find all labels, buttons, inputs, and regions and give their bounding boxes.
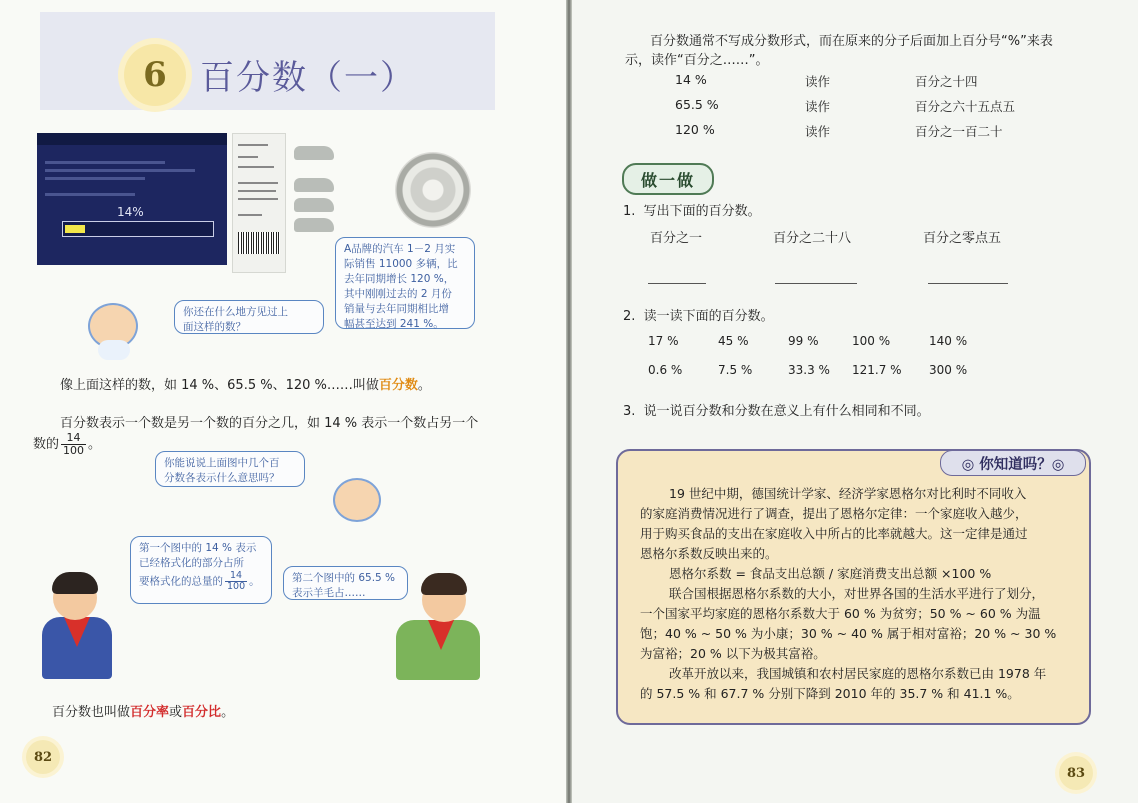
bubble-line: 你能说说上面图中几个百	[164, 457, 280, 469]
angel-wings	[98, 340, 130, 360]
car-wheel-photo	[395, 152, 471, 228]
intro-line2: 示，读作“百分之……”。	[625, 53, 769, 68]
fraction-numerator: 14	[225, 571, 247, 582]
car-sales-bubble	[335, 237, 475, 329]
cars-photo	[290, 140, 340, 250]
chapter-title: 百分数（一）	[200, 58, 416, 98]
progress-bar	[62, 221, 214, 237]
bubble-line: A品牌的汽车 1－2 月实	[344, 243, 456, 255]
know-line: 一个国家平均家庭的恩格尔系数大于 60 % 为贫穷；50 % ~ 60 % 为温	[640, 606, 1041, 621]
fraction	[61, 432, 86, 457]
bubble-line: 已经格式化的部分占所	[139, 557, 244, 569]
reading-words: 百分之一百二十	[915, 124, 1003, 139]
percent-value: 300 %	[929, 363, 968, 377]
practice-heading: 做一做	[622, 163, 714, 195]
percent-value: 17 %	[648, 334, 679, 348]
chapter-number: 6	[124, 44, 186, 106]
barcode-icon	[238, 232, 280, 254]
definition-text: 像上面这样的数，如 14 %、65.5 %、120 %……叫做	[60, 378, 379, 393]
bubble-text: 。	[249, 575, 260, 588]
q1-item: 百分之一	[650, 231, 703, 246]
bubble-line: 表示羊毛占……	[292, 587, 366, 599]
know-line: 用于购买食品的支出在家庭收入中所占的比率就越大。这一定律是通过	[640, 526, 1028, 541]
percent-value: 45 %	[718, 334, 749, 348]
engel-formula: 恩格尔系数 = 食品支出总额 / 家庭消费支出总额 ×100 %	[669, 566, 992, 581]
reading-row	[675, 97, 1035, 122]
bubble-line: 第二个图中的 65.5 %	[292, 572, 396, 584]
percent-meaning-line2	[33, 432, 101, 457]
fraction-denominator: 100	[63, 444, 85, 457]
percent-row-2	[648, 363, 1008, 383]
know-line: 19 世纪中期，德国统计学家、经济学家恩格尔对比利时不同收入	[669, 486, 1027, 501]
boy1-hair	[52, 572, 98, 594]
question-1	[623, 202, 761, 222]
reading-number: 14 %	[675, 72, 707, 87]
meaning-suffix: 。	[88, 437, 102, 452]
bubble-line: 其中刚刚过去的 2 月份	[344, 288, 452, 300]
bubble-line: 第一个图中的 14 % 表示	[139, 542, 257, 554]
bubble-line: 你还在什么地方见过上	[183, 306, 288, 318]
reading-verb: 读作	[805, 124, 831, 139]
angel-question-bubble	[174, 300, 324, 334]
percent-row-1	[648, 334, 1008, 354]
fraction-numerator: 14	[61, 432, 86, 445]
bubble-line: 销量与去年同期相比增	[344, 303, 449, 315]
know-line: 饱；40 % ~ 50 % 为小康；30 % ~ 40 % 属于相对富裕；20 % ~ 30 %	[640, 626, 1057, 641]
answer-blank[interactable]	[775, 283, 857, 284]
term-percent: 百分数	[378, 378, 418, 393]
bubble-line: 际销售 11000 多辆，比	[344, 258, 458, 270]
percent-value: 100 %	[852, 334, 891, 348]
percent-value: 7.5 %	[718, 363, 753, 377]
percent-alias	[52, 703, 234, 723]
left-page	[0, 0, 566, 803]
meaning-prefix: 数的	[33, 437, 60, 452]
book-spine	[566, 0, 572, 803]
know-line: 恩格尔系数反映出来的。	[640, 546, 778, 561]
reading-row	[675, 122, 1035, 147]
term-percent-ratio: 百分比	[182, 705, 222, 720]
percent-meaning-line1: 百分数表示一个数是另一个数的百分之几，如 14 % 表示一个数占另一个	[60, 416, 479, 431]
percent-value: 121.7 %	[852, 363, 902, 377]
did-you-know-title: ◎ 你知道吗？◎	[940, 450, 1086, 476]
format-progress-photo	[37, 133, 227, 265]
answer-blank[interactable]	[648, 283, 706, 284]
know-line: 的 57.5 % 和 67.7 % 分别下降到 2010 年的 35.7 % 和 41.1 %。	[640, 686, 1020, 701]
answer-blank[interactable]	[928, 283, 1008, 284]
bubble-line: 面这样的数？	[183, 321, 246, 333]
percent-value: 99 %	[788, 334, 819, 348]
reading-verb: 读作	[805, 99, 831, 114]
boy2-hair	[421, 573, 467, 595]
angel2-question-bubble	[155, 451, 305, 487]
question-text: 说一说百分数和分数在意义上有什么相同和不同。	[643, 404, 930, 419]
page-number-left: 82	[26, 740, 60, 774]
question-text: 读一读下面的百分数。	[643, 309, 774, 324]
bubble-text: 要格式化的总量的	[139, 575, 223, 588]
percent-value: 33.3 %	[788, 363, 830, 377]
screen-percent: 14%	[117, 205, 144, 219]
term-percent-rate: 百分率	[130, 705, 170, 720]
know-line: 的家庭消费情况进行了调查，提出了恩格尔定律：一个家庭收入越少，	[640, 506, 1028, 521]
bubble-line: 去年同期增长 120 %，	[344, 273, 455, 285]
page-number-right: 83	[1059, 756, 1093, 790]
reading-words: 百分之六十五点五	[915, 99, 1016, 114]
reading-examples	[675, 72, 1035, 147]
question-number: 2.	[623, 309, 636, 324]
alias-text: 或	[169, 705, 183, 720]
percent-definition	[60, 376, 431, 396]
question-3	[623, 402, 930, 422]
fraction-denominator: 100	[227, 581, 246, 592]
percent-value: 140 %	[929, 334, 968, 348]
bubble-line	[139, 571, 263, 592]
know-line: 联合国根据恩格尔系数的大小，对世界各国的生活水平进行了划分，	[669, 586, 1045, 601]
q1-item: 百分之零点五	[923, 231, 1002, 246]
reading-verb: 读作	[805, 74, 831, 89]
question-number: 3.	[623, 404, 636, 419]
know-line: 改革开放以来，我国城镇和农村居民家庭的恩格尔系数已由 1978 年	[669, 666, 1047, 681]
intro-line1: 百分数通常不写成分数形式，而在原来的分子后面加上百分号“%”来表	[650, 34, 1053, 49]
reading-words: 百分之十四	[915, 74, 978, 89]
boy1-explanation-bubble	[130, 536, 272, 604]
know-line: 为富裕；20 % 以下为极其富裕。	[640, 646, 826, 661]
reading-number: 65.5 %	[675, 97, 719, 112]
boy2-explanation-bubble	[283, 566, 408, 600]
q1-item: 百分之二十八	[773, 231, 852, 246]
reading-number: 120 %	[675, 122, 715, 137]
angel-character-2	[333, 478, 381, 522]
alias-text: 百分数也叫做	[52, 705, 131, 720]
bubble-line: 幅甚至达到 241 %。	[344, 318, 444, 330]
definition-end: 。	[417, 378, 431, 393]
reading-row	[675, 72, 1035, 97]
question-text: 写出下面的百分数。	[643, 204, 761, 219]
alias-text: 。	[221, 705, 235, 720]
progress-fill	[65, 225, 85, 233]
question-2	[623, 307, 774, 327]
bubble-line: 分数各表示什么意思吗？	[164, 472, 280, 484]
fraction	[225, 571, 247, 592]
percent-value: 0.6 %	[648, 363, 683, 377]
clothing-tag-photo	[232, 133, 286, 273]
question-number: 1.	[623, 204, 636, 219]
